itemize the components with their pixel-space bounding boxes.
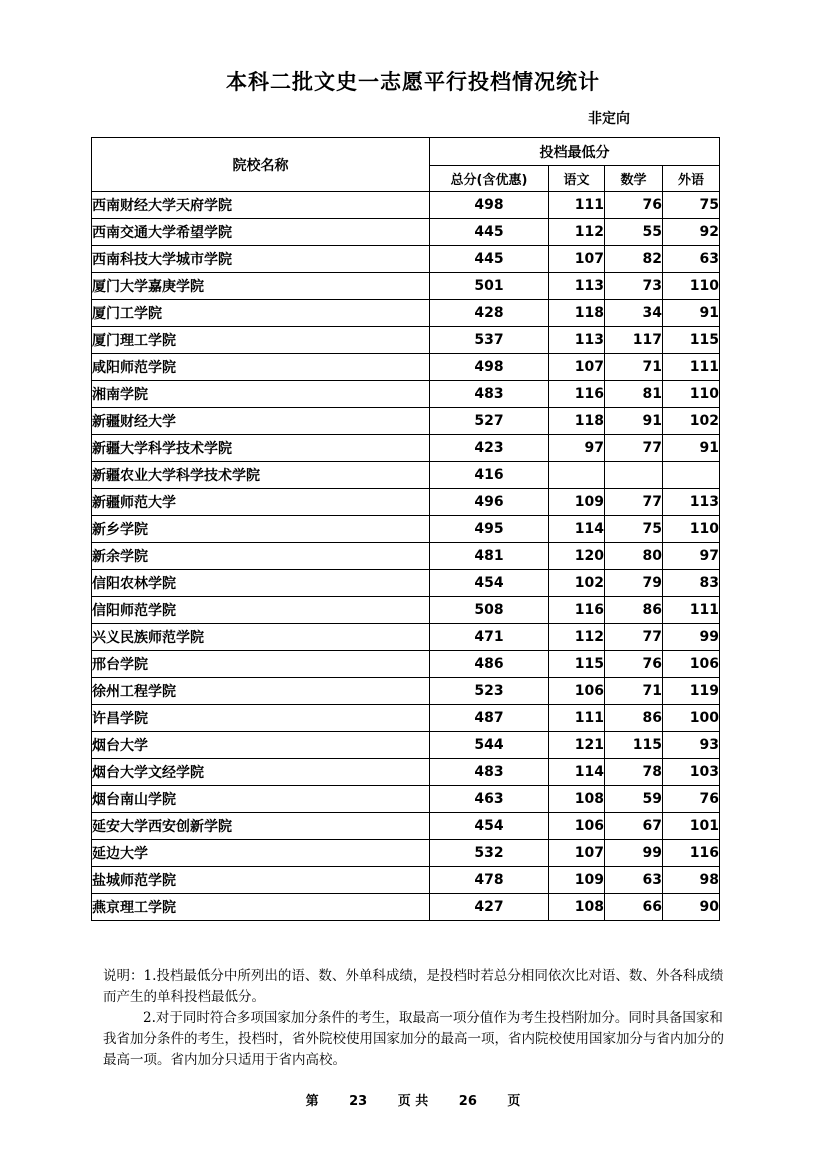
total-score-cell: 445 <box>430 246 549 273</box>
total-score-cell: 544 <box>430 732 549 759</box>
chinese-score-cell: 109 <box>549 867 605 894</box>
school-name-cell: 许昌学院 <box>92 705 430 732</box>
school-name-cell: 西南财经大学天府学院 <box>92 192 430 219</box>
foreign-score-cell: 101 <box>663 813 720 840</box>
foreign-score-cell: 103 <box>663 759 720 786</box>
total-score-cell: 532 <box>430 840 549 867</box>
school-name-cell: 西南交通大学希望学院 <box>92 219 430 246</box>
total-score-cell: 483 <box>430 381 549 408</box>
school-name-cell: 新疆师范大学 <box>92 489 430 516</box>
table-row <box>92 354 720 381</box>
table-row <box>92 624 720 651</box>
chinese-score-cell: 112 <box>549 624 605 651</box>
foreign-score-cell: 91 <box>663 300 720 327</box>
header-total: 总分(含优惠) <box>430 166 549 192</box>
total-score-cell: 428 <box>430 300 549 327</box>
math-score-cell: 71 <box>605 678 663 705</box>
table-row <box>92 273 720 300</box>
score-table <box>91 137 720 921</box>
total-score-cell: 454 <box>430 570 549 597</box>
math-score-cell: 117 <box>605 327 663 354</box>
table-row <box>92 894 720 921</box>
foreign-score-cell: 111 <box>663 597 720 624</box>
math-score-cell: 71 <box>605 354 663 381</box>
header-school-name: 院校名称 <box>92 138 430 192</box>
chinese-score-cell: 106 <box>549 678 605 705</box>
header-min-score-group: 投档最低分 <box>430 138 720 166</box>
school-name-cell: 徐州工程学院 <box>92 678 430 705</box>
foreign-score-cell: 111 <box>663 354 720 381</box>
total-score-cell: 478 <box>430 867 549 894</box>
table-row <box>92 840 720 867</box>
school-name-cell: 烟台南山学院 <box>92 786 430 813</box>
school-name-cell: 燕京理工学院 <box>92 894 430 921</box>
table-row <box>92 651 720 678</box>
total-score-cell: 486 <box>430 651 549 678</box>
school-name-cell: 邢台学院 <box>92 651 430 678</box>
foreign-score-cell: 83 <box>663 570 720 597</box>
chinese-score-cell: 118 <box>549 408 605 435</box>
math-score-cell: 73 <box>605 273 663 300</box>
table-row <box>92 435 720 462</box>
page-prefix: 第 <box>305 1094 319 1109</box>
table-row <box>92 732 720 759</box>
math-score-cell: 115 <box>605 732 663 759</box>
math-score-cell: 63 <box>605 867 663 894</box>
chinese-score-cell: 113 <box>549 327 605 354</box>
chinese-score-cell: 107 <box>549 246 605 273</box>
foreign-score-cell <box>663 462 720 489</box>
school-name-cell: 烟台大学 <box>92 732 430 759</box>
math-score-cell: 76 <box>605 192 663 219</box>
math-score-cell: 67 <box>605 813 663 840</box>
table-row <box>92 678 720 705</box>
notes <box>103 966 725 1071</box>
total-pages: 26 <box>458 1094 477 1109</box>
math-score-cell: 78 <box>605 759 663 786</box>
table-row <box>92 192 720 219</box>
total-score-cell: 501 <box>430 273 549 300</box>
table-row <box>92 597 720 624</box>
table-row <box>92 381 720 408</box>
school-name-cell: 信阳师范学院 <box>92 597 430 624</box>
chinese-score-cell: 116 <box>549 381 605 408</box>
foreign-score-cell: 63 <box>663 246 720 273</box>
total-score-cell: 445 <box>430 219 549 246</box>
chinese-score-cell: 113 <box>549 273 605 300</box>
chinese-score-cell: 115 <box>549 651 605 678</box>
page-middle: 页 共 <box>397 1094 429 1109</box>
chinese-score-cell: 108 <box>549 894 605 921</box>
total-score-cell: 537 <box>430 327 549 354</box>
foreign-score-cell: 98 <box>663 867 720 894</box>
school-name-cell: 兴义民族师范学院 <box>92 624 430 651</box>
table-row <box>92 705 720 732</box>
total-score-cell: 423 <box>430 435 549 462</box>
table-row <box>92 786 720 813</box>
chinese-score-cell: 121 <box>549 732 605 759</box>
school-name-cell: 新疆农业大学科学技术学院 <box>92 462 430 489</box>
foreign-score-cell: 93 <box>663 732 720 759</box>
table-row <box>92 759 720 786</box>
total-score-cell: 427 <box>430 894 549 921</box>
math-score-cell: 79 <box>605 570 663 597</box>
total-score-cell: 416 <box>430 462 549 489</box>
foreign-score-cell: 110 <box>663 516 720 543</box>
foreign-score-cell: 115 <box>663 327 720 354</box>
chinese-score-cell: 114 <box>549 516 605 543</box>
foreign-score-cell: 97 <box>663 543 720 570</box>
note-2: 2.对于同时符合多项国家加分条件的考生，取最高一项分值作为考生投档附加分。同时具备国家和我省加分条件的考生，投档时，省外院校使用国家加分的最高一项，省内院校使用国家加分与省内加分的最高一项。省内加分只适用于省内高校。 <box>103 1010 724 1068</box>
math-score-cell: 77 <box>605 489 663 516</box>
school-name-cell: 延安大学西安创新学院 <box>92 813 430 840</box>
math-score-cell: 86 <box>605 597 663 624</box>
chinese-score-cell: 118 <box>549 300 605 327</box>
page-subtitle: 非定向 <box>588 111 630 127</box>
math-score-cell: 81 <box>605 381 663 408</box>
table-row <box>92 462 720 489</box>
total-score-cell: 481 <box>430 543 549 570</box>
foreign-score-cell: 99 <box>663 624 720 651</box>
table-row <box>92 570 720 597</box>
total-score-cell: 496 <box>430 489 549 516</box>
table-row <box>92 327 720 354</box>
page-suffix: 页 <box>507 1094 521 1109</box>
math-score-cell <box>605 462 663 489</box>
table-row <box>92 489 720 516</box>
chinese-score-cell: 111 <box>549 705 605 732</box>
math-score-cell: 76 <box>605 651 663 678</box>
school-name-cell: 信阳农林学院 <box>92 570 430 597</box>
chinese-score-cell: 97 <box>549 435 605 462</box>
header-chinese: 语文 <box>549 166 605 192</box>
school-name-cell: 厦门工学院 <box>92 300 430 327</box>
chinese-score-cell: 116 <box>549 597 605 624</box>
chinese-score-cell: 106 <box>549 813 605 840</box>
foreign-score-cell: 75 <box>663 192 720 219</box>
math-score-cell: 59 <box>605 786 663 813</box>
foreign-score-cell: 113 <box>663 489 720 516</box>
table-row <box>92 813 720 840</box>
school-name-cell: 盐城师范学院 <box>92 867 430 894</box>
total-score-cell: 527 <box>430 408 549 435</box>
total-score-cell: 498 <box>430 354 549 381</box>
math-score-cell: 75 <box>605 516 663 543</box>
table-row <box>92 516 720 543</box>
total-score-cell: 495 <box>430 516 549 543</box>
math-score-cell: 77 <box>605 624 663 651</box>
chinese-score-cell: 112 <box>549 219 605 246</box>
chinese-score-cell: 111 <box>549 192 605 219</box>
table-row <box>92 543 720 570</box>
school-name-cell: 西南科技大学城市学院 <box>92 246 430 273</box>
chinese-score-cell: 114 <box>549 759 605 786</box>
foreign-score-cell: 110 <box>663 273 720 300</box>
math-score-cell: 34 <box>605 300 663 327</box>
score-table-body <box>92 192 720 921</box>
foreign-score-cell: 110 <box>663 381 720 408</box>
foreign-score-cell: 91 <box>663 435 720 462</box>
math-score-cell: 55 <box>605 219 663 246</box>
total-score-cell: 483 <box>430 759 549 786</box>
page-title: 本科二批文史一志愿平行投档情况统计 <box>226 70 600 94</box>
header-foreign: 外语 <box>663 166 720 192</box>
foreign-score-cell: 92 <box>663 219 720 246</box>
foreign-score-cell: 90 <box>663 894 720 921</box>
chinese-score-cell: 107 <box>549 840 605 867</box>
school-name-cell: 厦门理工学院 <box>92 327 430 354</box>
math-score-cell: 66 <box>605 894 663 921</box>
total-score-cell: 498 <box>430 192 549 219</box>
total-score-cell: 508 <box>430 597 549 624</box>
table-row <box>92 300 720 327</box>
table-row <box>92 246 720 273</box>
school-name-cell: 延边大学 <box>92 840 430 867</box>
page-footer <box>0 1090 826 1109</box>
school-name-cell: 新疆大学科学技术学院 <box>92 435 430 462</box>
foreign-score-cell: 119 <box>663 678 720 705</box>
math-score-cell: 99 <box>605 840 663 867</box>
school-name-cell: 烟台大学文经学院 <box>92 759 430 786</box>
foreign-score-cell: 106 <box>663 651 720 678</box>
total-score-cell: 523 <box>430 678 549 705</box>
math-score-cell: 86 <box>605 705 663 732</box>
school-name-cell: 新余学院 <box>92 543 430 570</box>
chinese-score-cell: 108 <box>549 786 605 813</box>
school-name-cell: 厦门大学嘉庚学院 <box>92 273 430 300</box>
chinese-score-cell: 109 <box>549 489 605 516</box>
total-score-cell: 463 <box>430 786 549 813</box>
table-row <box>92 408 720 435</box>
school-name-cell: 新乡学院 <box>92 516 430 543</box>
school-name-cell: 咸阳师范学院 <box>92 354 430 381</box>
chinese-score-cell: 107 <box>549 354 605 381</box>
foreign-score-cell: 116 <box>663 840 720 867</box>
math-score-cell: 91 <box>605 408 663 435</box>
chinese-score-cell <box>549 462 605 489</box>
foreign-score-cell: 100 <box>663 705 720 732</box>
total-score-cell: 487 <box>430 705 549 732</box>
math-score-cell: 82 <box>605 246 663 273</box>
math-score-cell: 77 <box>605 435 663 462</box>
school-name-cell: 湘南学院 <box>92 381 430 408</box>
foreign-score-cell: 102 <box>663 408 720 435</box>
foreign-score-cell: 76 <box>663 786 720 813</box>
school-name-cell: 新疆财经大学 <box>92 408 430 435</box>
current-page: 23 <box>349 1094 368 1109</box>
math-score-cell: 80 <box>605 543 663 570</box>
note-1: 说明：1.投档最低分中所列出的语、数、外单科成绩，是投档时若总分相同依次比对语、数、外各科成绩而产生的单科投档最低分。 <box>103 968 724 1005</box>
table-row <box>92 219 720 246</box>
chinese-score-cell: 102 <box>549 570 605 597</box>
chinese-score-cell: 120 <box>549 543 605 570</box>
total-score-cell: 471 <box>430 624 549 651</box>
total-score-cell: 454 <box>430 813 549 840</box>
table-row <box>92 867 720 894</box>
header-math: 数学 <box>605 166 663 192</box>
